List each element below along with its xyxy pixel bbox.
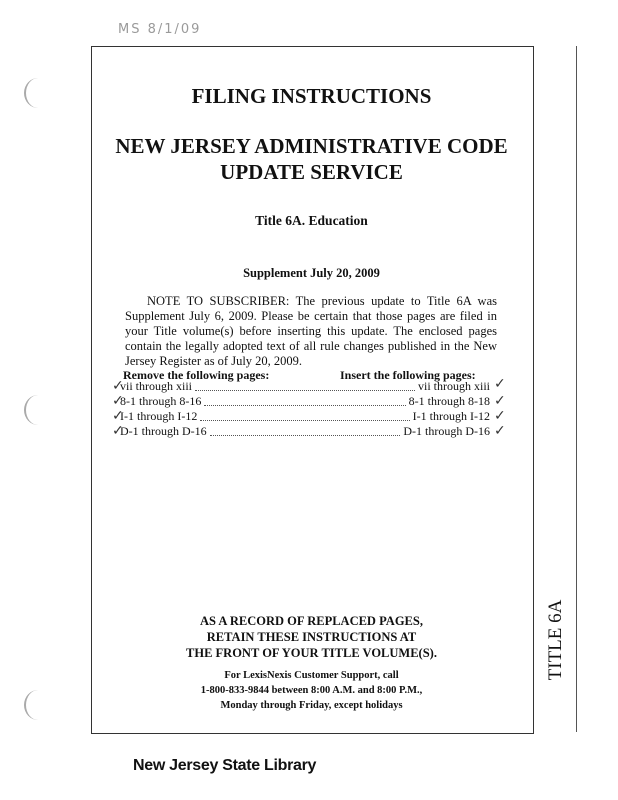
support-line3: Monday through Friday, except holidays [220,700,403,711]
support-line2: 1-800-833-9844 between 8:00 A.M. and 8:00 P.M., [200,685,423,696]
checkmark-icon: ✓ [112,423,124,439]
hole-punch-bottom [24,690,52,720]
checkmark-icon: ✓ [494,408,506,424]
hole-punch-top [24,78,52,108]
side-tab-label: TITLE 6A [545,599,566,681]
insert-pages: D-1 through D-16 [403,424,490,438]
support-line1: For LexisNexis Customer Support, call [224,670,399,681]
insert-pages: vii through xiii [418,379,490,393]
page-row [120,424,490,439]
page-row [120,379,490,394]
title-subject: Title 6A. Education [255,213,368,228]
remove-pages: D-1 through D-16 [120,424,207,438]
record-line3: THE FRONT OF YOUR TITLE VOLUME(S). [186,646,437,660]
checkmark-icon: ✓ [112,408,124,424]
leader-dots [210,435,401,436]
handwritten-mark: MS 8/1/09 [118,22,202,37]
library-footer: New Jersey State Library [133,757,317,774]
record-line2: RETAIN THESE INSTRUCTIONS AT [206,630,417,644]
note-to-subscriber: NOTE TO SUBSCRIBER: The previous update to Title 6A was Supplement July 6, 2009. Please be certain that those pages are filed in your Title volume(s) before inserting this update. The enclosed pages contain the legally adopted text of all rule changes published in the New Jersey Register as of July 20, 2009. [125,294,497,368]
page-row [120,394,490,409]
checkmark-icon: ✓ [494,376,506,392]
checkmark-icon: ✓ [494,393,506,409]
code-title-line2: UPDATE SERVICE [220,160,403,184]
checkmark-icon: ✓ [112,378,124,394]
page-row [120,409,490,424]
supplement-date: Supplement July 20, 2009 [243,266,380,280]
page-title: FILING INSTRUCTIONS [191,84,432,108]
checkmark-icon: ✓ [112,393,124,409]
leader-dots [195,390,415,391]
leader-dots [204,405,405,406]
remove-pages: 8-1 through 8-16 [120,394,202,408]
insert-pages: I-1 through I-12 [412,409,490,423]
leader-dots [200,420,409,421]
hole-punch-middle [24,395,52,425]
checkmark-icon: ✓ [494,423,506,439]
record-line1: AS A RECORD OF REPLACED PAGES, [200,614,423,628]
side-tab [536,575,576,705]
remove-pages: I-1 through I-12 [120,409,198,423]
right-rule [576,46,577,732]
remove-heading: Remove the following pages: [123,368,270,382]
insert-heading: Insert the following pages: [340,368,476,382]
code-title-line1: NEW JERSEY ADMINISTRATIVE CODE [115,134,508,158]
insert-pages: 8-1 through 8-18 [408,394,490,408]
remove-pages: vii through xiii [120,379,192,393]
